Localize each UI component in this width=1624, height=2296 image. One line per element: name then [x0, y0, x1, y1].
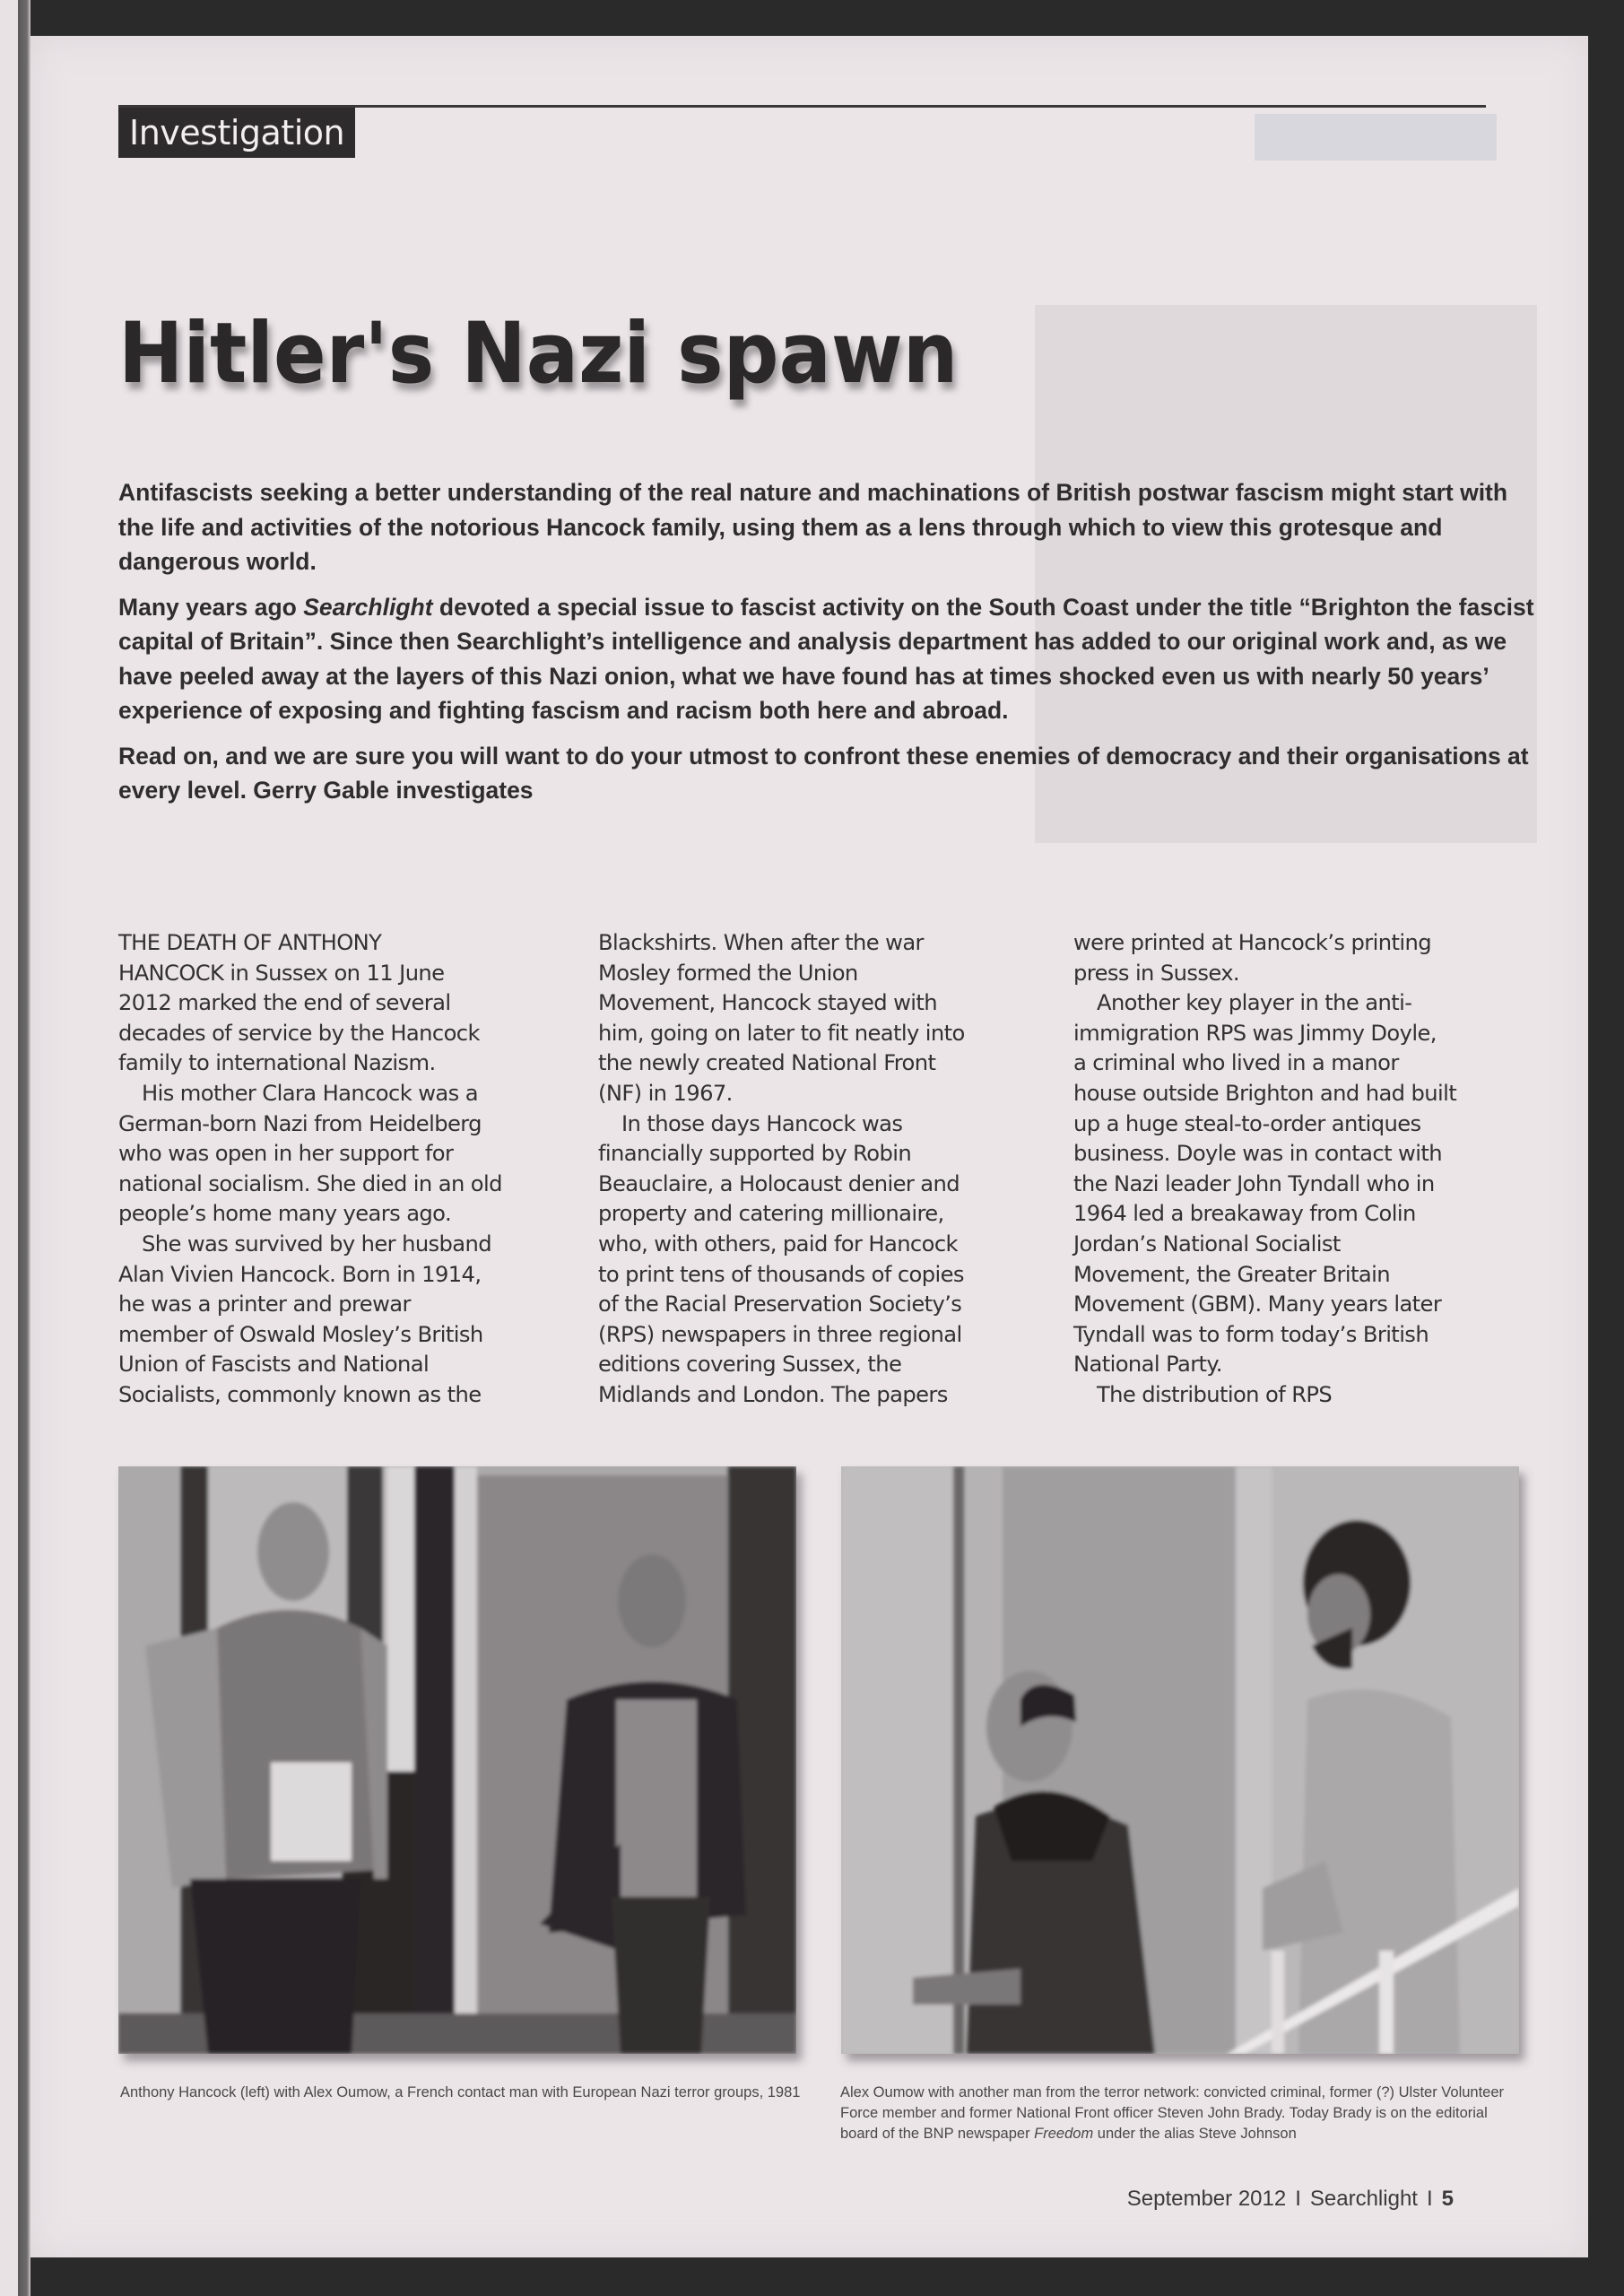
article-line: a criminal who lived in a manor [1073, 1050, 1399, 1076]
article-line: Blackshirts. When after the war [598, 930, 924, 955]
article-column-1 [118, 928, 567, 1411]
article-line: Movement, Hancock stayed with [598, 990, 937, 1016]
photo-oumow-and-brady [841, 1466, 1519, 2054]
caption-2-newspaper: Freedom [1034, 2126, 1094, 2142]
article-line: THE DEATH OF ANTHONY [118, 930, 382, 955]
article-line: HANCOCK in Sussex on 11 June [118, 960, 445, 986]
article-line: 2012 marked the end of several [118, 990, 451, 1016]
article-column-2 [598, 928, 1046, 1411]
article-line: people’s home many years ago. [118, 1201, 452, 1227]
article-line: (NF) in 1967. [598, 1080, 733, 1106]
footer-separator: I [1295, 2187, 1301, 2211]
article-line: Midlands and London. The papers [598, 1381, 948, 1407]
article-line: 1964 led a breakaway from Colin [1073, 1201, 1416, 1227]
article-line: national socialism. She died in an old [118, 1170, 502, 1196]
article-line: member of Oswald Mosley’s British [118, 1321, 483, 1347]
article-line: Beauclaire, a Holocaust denier and [598, 1170, 960, 1196]
article-line: immigration RPS was Jimmy Doyle, [1073, 1020, 1437, 1046]
article-line: Socialists, commonly known as the [118, 1381, 482, 1407]
lede [118, 475, 1544, 819]
photo-hancock-and-oumow [118, 1466, 796, 2054]
article-line: property and catering millionaire, [598, 1201, 944, 1227]
article-column-3 [1073, 928, 1522, 1411]
headline: Hitler's Nazi spawn [118, 305, 959, 403]
article-line: to print tens of thousands of copies [598, 1261, 964, 1287]
article-line: Mosley formed the Union [598, 960, 858, 986]
article-line: press in Sussex. [1073, 960, 1240, 986]
page-footer [1127, 2187, 1454, 2212]
article-line: of the Racial Preservation Society’s [598, 1292, 962, 1318]
article-line: Jordan’s National Socialist [1073, 1231, 1341, 1257]
photo-caption-2 [840, 2083, 1522, 2144]
article-line: German-born Nazi from Heidelberg [118, 1110, 482, 1136]
footer-separator-2: I [1426, 2187, 1433, 2211]
article-line: In those days Hancock was [621, 1110, 903, 1136]
article-line: were printed at Hancock’s printing [1073, 930, 1431, 955]
article-line: Movement, the Greater Britain [1073, 1261, 1390, 1287]
article-line: editions covering Sussex, the [598, 1352, 902, 1378]
article-line: She was survived by her husband [142, 1231, 492, 1257]
article-line: financially supported by Robin [598, 1141, 912, 1167]
article-line: Alan Vivien Hancock. Born in 1914, [118, 1261, 482, 1287]
article-line: the Nazi leader John Tyndall who in [1073, 1170, 1435, 1196]
lede-paragraph-2 [118, 590, 1544, 728]
article-line: business. Doyle was in contact with [1073, 1141, 1442, 1167]
page-number: 5 [1441, 2187, 1454, 2211]
article-line: up a huge steal-to-order antiques [1073, 1110, 1421, 1136]
article-line: house outside Brighton and had built [1073, 1080, 1457, 1106]
article-line: His mother Clara Hancock was a [142, 1080, 478, 1106]
section-label: Investigation [118, 108, 355, 158]
article-body [118, 928, 1544, 1417]
magazine-page [30, 36, 1588, 2257]
scan-binding-edge [0, 0, 30, 2296]
lede-p2-start: Many years ago [118, 593, 304, 621]
article-line: Tyndall was to form today’s British [1073, 1321, 1429, 1347]
article-line: decades of service by the Hancock [118, 1020, 480, 1046]
article-line: The distribution of RPS [1097, 1381, 1333, 1407]
article-line: who, with others, paid for Hancock [598, 1231, 958, 1257]
article-line: (RPS) newspapers in three regional [598, 1321, 962, 1347]
article-line: Union of Fascists and National [118, 1352, 430, 1378]
caption-2-start: Alex Oumow with another man from the terror network: convicted criminal, former (?) Ulster Volunteer Force member and former National Front officer Steven John Brady. Today Brady is on the editorial board of the BNP newspaper [840, 2084, 1505, 2142]
article-line: National Party. [1073, 1352, 1222, 1378]
article-line: who was open in her support for [118, 1141, 454, 1167]
article-line: him, going on later to fit neatly into [598, 1020, 965, 1046]
footer-publication: Searchlight [1309, 2187, 1418, 2211]
lede-p2-rest: devoted a special issue to fascist activity on the South Coast under the title “Brighton the fascist capital of Britain”. Since then Searchlight’s intelligence and analysis department has added to our original work and, as we have peeled away at the layers of this Nazi onion, what we have found has at times shocked even us with nearly 50 years’ experience of exposing and fighting fascism and racism both here and abroad. [118, 593, 1534, 724]
photo-two-men-railing-icon [841, 1466, 1519, 2054]
article-line: the newly created National Front [598, 1050, 936, 1076]
footer-date: September 2012 [1126, 2187, 1287, 2211]
photo-caption-1: Anthony Hancock (left) with Alex Oumow, a French contact man with European Nazi terror groups, 1981 [120, 2084, 801, 2100]
article-line: Movement (GBM). Many years later [1073, 1292, 1442, 1318]
article-line: family to international Nazism. [118, 1050, 436, 1076]
show-through-tab [1255, 114, 1497, 161]
lede-p2-publication: Searchlight [303, 593, 433, 621]
lede-paragraph-1: Antifascists seeking a better understanding of the real nature and machinations of British postwar fascism might start with the life and activities of the notorious Hancock family, using them as a lens through which to view this grotesque and dangerous world. [118, 479, 1508, 575]
lede-paragraph-3: Read on, and we are sure you will want to do your utmost to confront these enemies of democracy and their organisations at every level. Gerry Gable investigates [118, 742, 1529, 804]
caption-2-end: under the alias Steve Johnson [1093, 2126, 1297, 2142]
photo-two-men-doorway-icon [118, 1466, 796, 2054]
article-line: Another key player in the anti- [1097, 990, 1412, 1016]
article-line: he was a printer and prewar [118, 1292, 411, 1318]
